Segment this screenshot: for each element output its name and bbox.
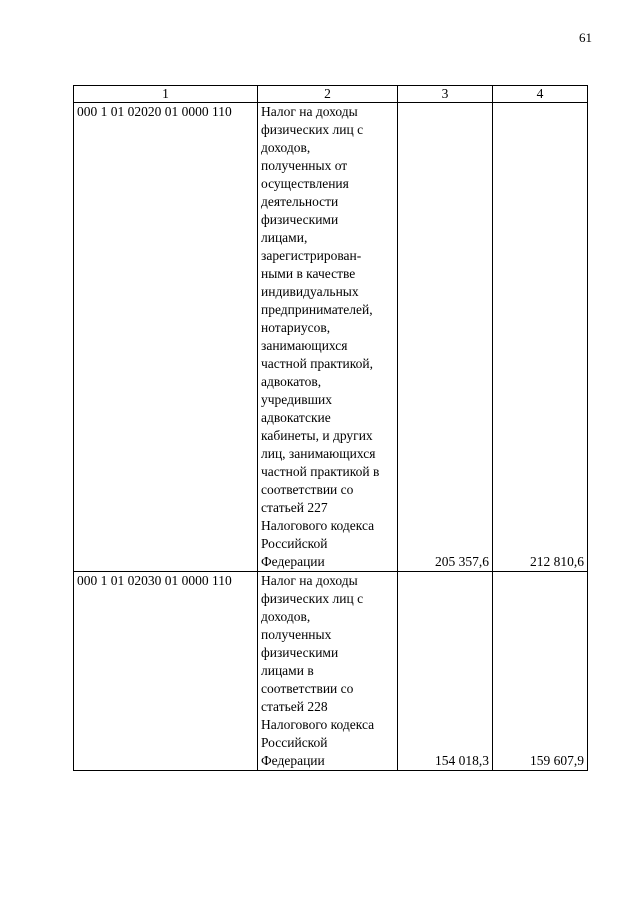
- revenue-table: [73, 85, 588, 771]
- revenue-name-line: зарегистрирован-: [261, 248, 362, 263]
- revenue-name-line: физическими: [261, 212, 339, 227]
- revenue-name-line: Налог на доходы: [261, 573, 358, 588]
- revenue-name-line: полученных: [261, 627, 332, 642]
- page-number: 61: [579, 30, 592, 45]
- revenue-name-line: осуществления: [261, 176, 349, 191]
- budget-code-cell: 000 1 01 02020 01 0000 110: [74, 103, 258, 572]
- table-body: [74, 103, 588, 771]
- table-row: [74, 103, 588, 572]
- column-header-1: 1: [74, 86, 258, 103]
- revenue-name-line: полученных от: [261, 158, 348, 173]
- revenue-name-line: лицами в: [261, 663, 314, 678]
- revenue-name-line: Федерации: [261, 554, 325, 569]
- revenue-name-line: кабинеты, и других: [261, 428, 373, 443]
- amount-column-3: 205 357,6: [398, 103, 493, 572]
- revenue-name-line: Российской: [261, 735, 328, 750]
- revenue-name-line: доходов,: [261, 140, 311, 155]
- column-header-4: 4: [493, 86, 588, 103]
- revenue-name-line: нотариусов,: [261, 320, 331, 335]
- revenue-name-line: лиц, занимающихся: [261, 446, 376, 461]
- revenue-name-line: занимающихся: [261, 338, 348, 353]
- header-row: [74, 86, 588, 103]
- revenue-name-line: Налог на доходы: [261, 104, 358, 119]
- revenue-name-line: физических лиц с: [261, 591, 364, 606]
- revenue-name-line: лицами,: [261, 230, 308, 245]
- revenue-name-line: Налогового кодекса: [261, 518, 375, 533]
- revenue-name-line: Налогового кодекса: [261, 717, 375, 732]
- amount-column-3: 154 018,3: [398, 572, 493, 771]
- revenue-name-line: ными в качестве: [261, 266, 356, 281]
- revenue-name-cell: [258, 103, 398, 572]
- amount-column-4: 159 607,9: [493, 572, 588, 771]
- budget-code-cell: 000 1 01 02030 01 0000 110: [74, 572, 258, 771]
- revenue-name-line: Федерации: [261, 753, 325, 768]
- revenue-name-line: физических лиц с: [261, 122, 364, 137]
- revenue-name-cell: [258, 572, 398, 771]
- revenue-name-line: статьей 227: [261, 500, 328, 515]
- column-header-3: 3: [398, 86, 493, 103]
- revenue-name-line: индивидуальных: [261, 284, 359, 299]
- amount-column-4: 212 810,6: [493, 103, 588, 572]
- column-header-2: 2: [258, 86, 398, 103]
- revenue-name-line: учредивших: [261, 392, 332, 407]
- revenue-name-line: адвокатов,: [261, 374, 322, 389]
- revenue-name-line: соответствии со: [261, 482, 354, 497]
- revenue-name-line: предпринимателей,: [261, 302, 373, 317]
- revenue-name-line: частной практикой,: [261, 356, 373, 371]
- revenue-name-line: доходов,: [261, 609, 311, 624]
- revenue-name-line: частной практикой в: [261, 464, 380, 479]
- revenue-name-line: деятельности: [261, 194, 339, 209]
- revenue-name-line: физическими: [261, 645, 339, 660]
- revenue-name-line: Российской: [261, 536, 328, 551]
- revenue-name-line: соответствии со: [261, 681, 354, 696]
- revenue-name-line: статьей 228: [261, 699, 328, 714]
- revenue-name-line: адвокатские: [261, 410, 331, 425]
- table-row: [74, 572, 588, 771]
